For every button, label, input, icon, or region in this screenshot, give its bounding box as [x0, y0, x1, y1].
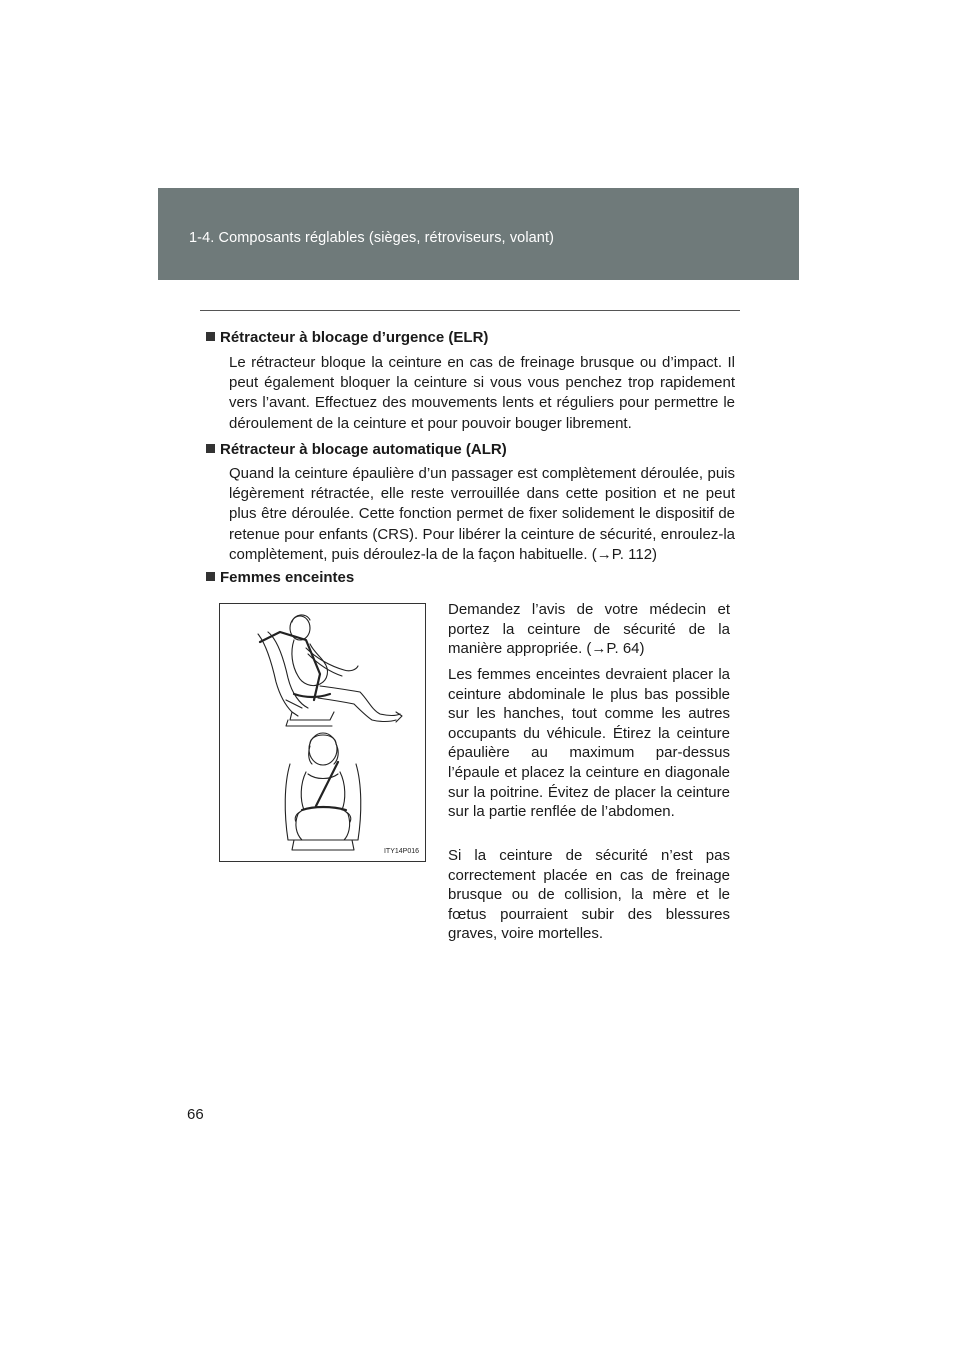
section-title: 1-4. Composants réglables (sièges, rétroviseurs, volant) [189, 230, 555, 246]
illustration-drawing [220, 604, 425, 861]
bullet-square-icon [206, 444, 215, 453]
heading-elr-text: Rétracteur à blocage d’urgence (ELR) [220, 329, 489, 346]
pregnant-seatbelt-illustration [219, 603, 426, 862]
section-header-band [158, 188, 799, 280]
heading-alr [206, 441, 507, 458]
paragraph-pregnant-3: Si la ceinture de sécurité n’est pas correctement placée en cas de freinage brusque ou de collision, la mère et le fœtus pourraient subir des blessures graves, voire mortelles. [448, 847, 730, 943]
paragraph-elr: Le rétracteur bloque la ceinture en cas de freinage brusque ou d’impact. Il peut également bloquer la ceinture si vous vous penchez trop rapidement vers l’avant. Effectuez des mouvements lents et réguliers pour permettre le déroulement de la ceinture et pour pouvoir bouger librement. [229, 354, 735, 432]
paragraph-alr: Quand la ceinture épaulière d’un passager est complètement déroulée, puis légèrement rétractée, elle reste verrouillée dans cette position et ne peut plus être déroulée. Cette fonction permet de fixer solidement le dispositif de retenue pour enfants (CRS). Pour libérer la ceinture de sécurité, enroulez-la complètement, puis déroulez-la de la façon habituelle. (→P. 112) [229, 465, 735, 563]
front-shoulder-belt [316, 762, 338, 806]
side-shoulder-belt [260, 632, 320, 700]
front-lap [296, 807, 350, 841]
bullet-square-icon [206, 332, 215, 341]
page-number: 66 [187, 1106, 204, 1123]
heading-pregnant [206, 569, 354, 586]
header-rule [200, 310, 740, 311]
seat-cushion-outline [290, 712, 334, 720]
front-lap-belt [302, 807, 346, 810]
paragraph-pregnant-1: Demandez l’avis de votre médecin et portez la ceinture de sécurité de la manière appropriée. (→P. 64) [448, 601, 730, 658]
heading-elr [206, 329, 488, 346]
paragraph-pregnant-2: Les femmes enceintes devraient placer la ceinture abdominale le plus bas possible sur les hanches, tout comme les autres occupants du véhicule. Étirez la ceinture épaulière au maximum par-dessus l’épaule et placez la ceinture en diagonale sur la poitrine. Évitez de placer la ceinture sur la partie renflée de l’abdomen. [448, 666, 730, 821]
figure-code: ITY14P016 [383, 848, 419, 855]
bullet-square-icon [206, 572, 215, 581]
heading-pregnant-text: Femmes enceintes [220, 569, 355, 586]
side-legs [320, 686, 400, 716]
side-lap-belt [294, 694, 330, 697]
heading-alr-text: Rétracteur à blocage automatique (ALR) [220, 441, 507, 458]
